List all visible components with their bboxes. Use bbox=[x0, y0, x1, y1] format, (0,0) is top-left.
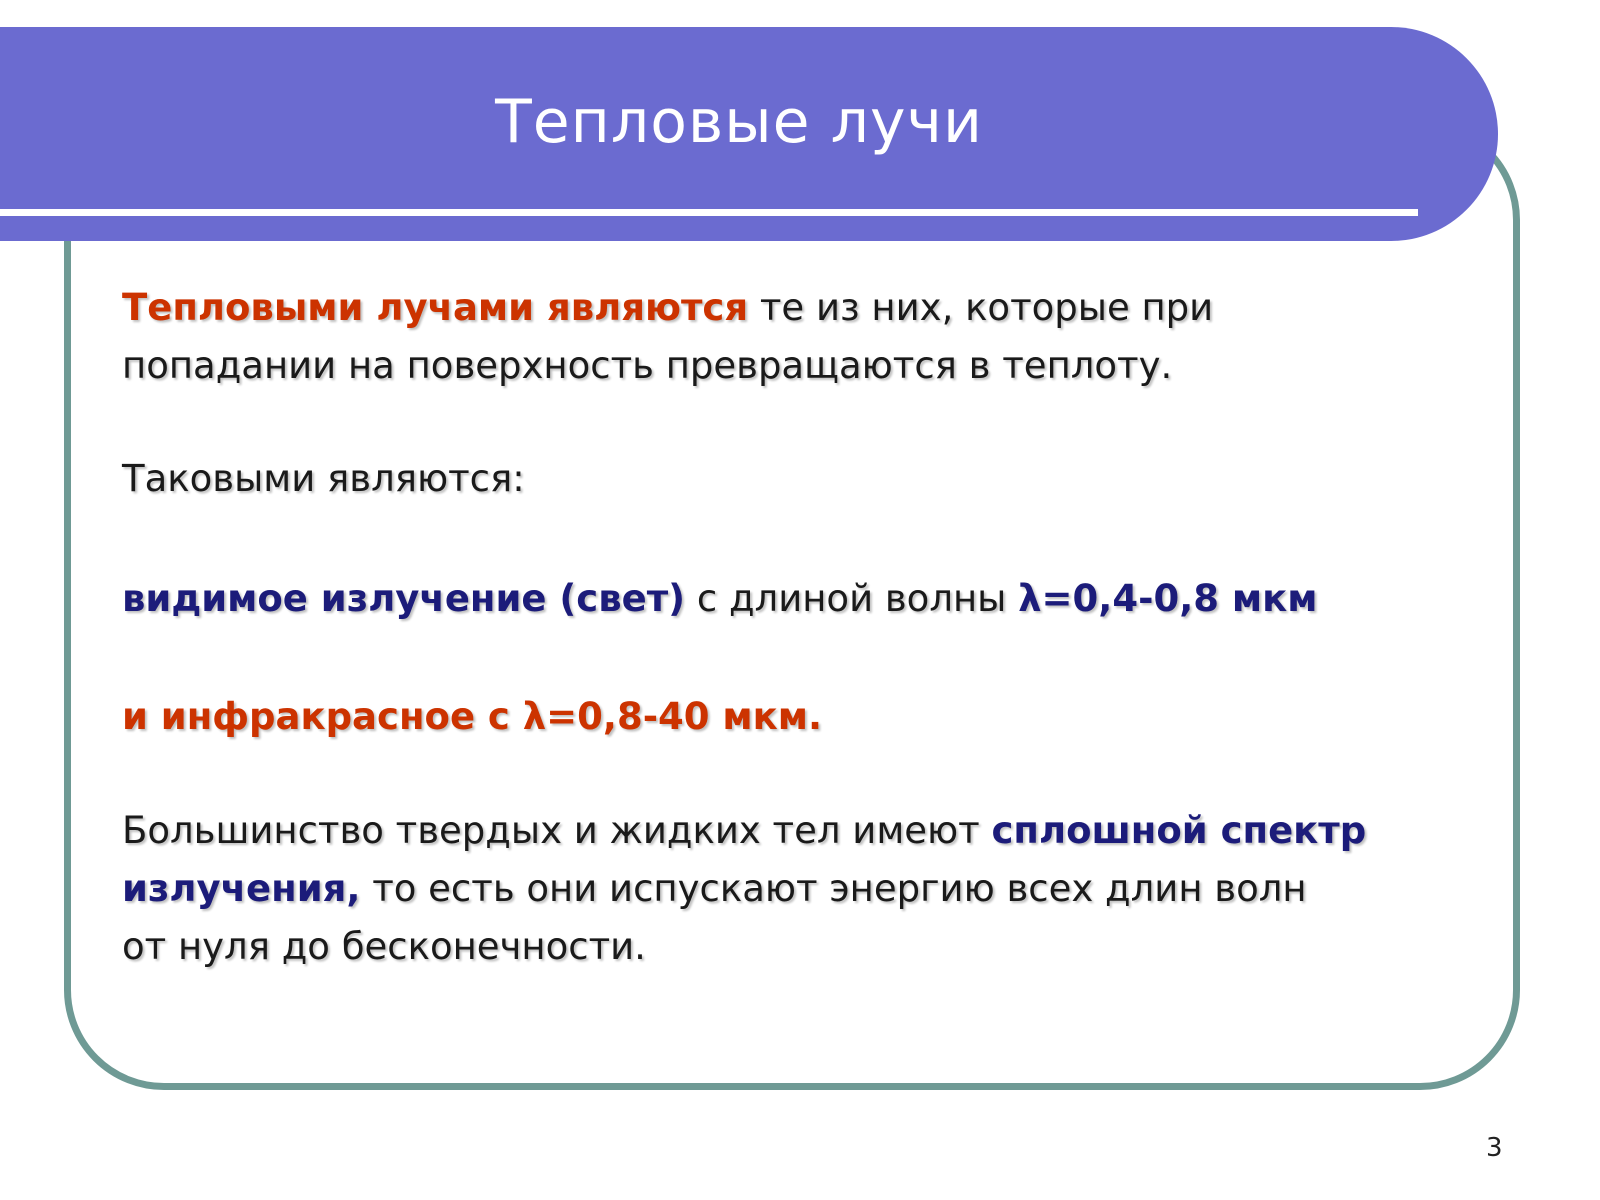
definition-highlight: Тепловыми лучами являются bbox=[122, 286, 749, 329]
infrared-text: и инфракрасное с λ=0,8-40 мкм. bbox=[122, 695, 823, 738]
paragraph-definition bbox=[122, 279, 1213, 395]
definition-text-line2: попадании на поверхность превращаются в теплоту. bbox=[122, 344, 1173, 387]
visible-range: λ=0,4-0,8 мкм bbox=[1018, 577, 1318, 620]
spectrum-text-line2: то есть они испускают энергию всех длин волн bbox=[360, 867, 1307, 910]
paragraph-visible bbox=[122, 570, 1317, 628]
visible-text: с длиной волны bbox=[685, 577, 1019, 620]
spectrum-text-line3: от нуля до бесконечности. bbox=[122, 925, 646, 968]
intro-text: Таковыми являются: bbox=[122, 457, 525, 500]
spectrum-term-line2: излучения, bbox=[122, 867, 361, 910]
paragraph-spectrum bbox=[122, 802, 1366, 976]
definition-text: те из них, которые при bbox=[748, 286, 1214, 329]
paragraph-intro bbox=[122, 450, 525, 508]
visible-term: видимое излучение (свет) bbox=[122, 577, 686, 620]
spectrum-term-line1: сплошной спектр bbox=[991, 809, 1367, 852]
slide-title: Тепловые лучи bbox=[495, 87, 983, 157]
paragraph-infrared bbox=[122, 688, 822, 746]
spectrum-text-start: Большинство твердых и жидких тел имеют bbox=[122, 809, 992, 852]
page-number: 3 bbox=[1486, 1133, 1503, 1163]
